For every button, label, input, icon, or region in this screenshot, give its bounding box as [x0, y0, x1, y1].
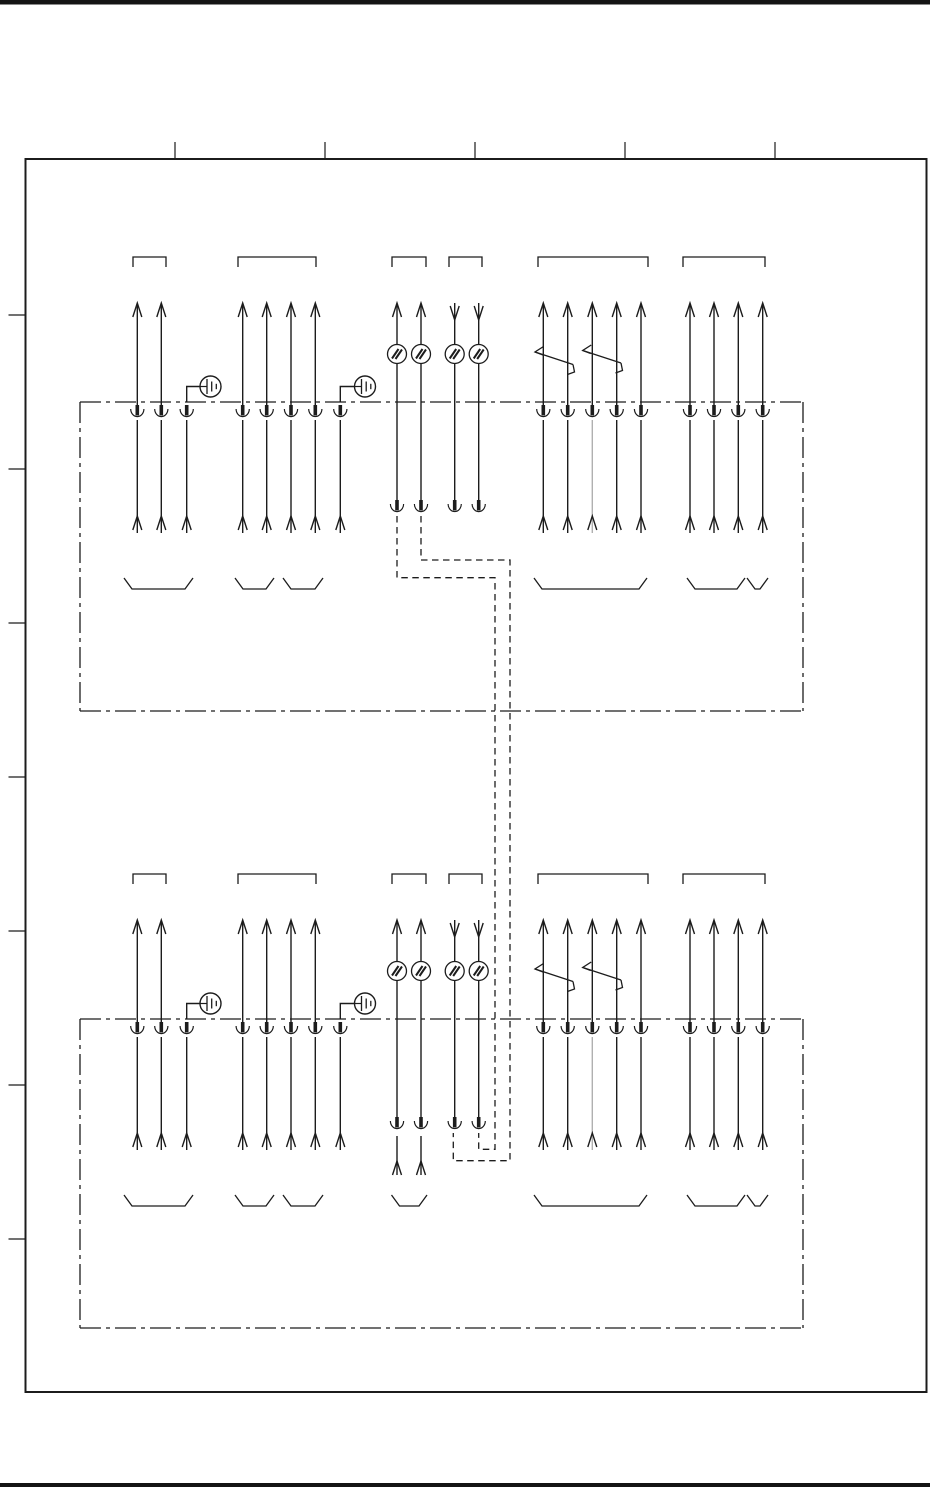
- harness-bracket-bottom: [687, 578, 745, 589]
- harness-bracket-bottom: [534, 1195, 647, 1206]
- drawing-frame: [9, 142, 927, 1392]
- connector-bracket-top: [449, 257, 482, 267]
- connector-bracket-top: [538, 874, 648, 884]
- switch-link-tail: [568, 982, 575, 992]
- switch-link-tail: [568, 365, 575, 375]
- ground-wire: [187, 387, 200, 403]
- noise-filter-icon: [388, 962, 407, 981]
- connector-bracket-top: [133, 257, 166, 267]
- noise-filter-icon: [469, 962, 488, 981]
- noise-filter-icon: [445, 345, 464, 364]
- ground-wire: [340, 387, 354, 403]
- page-bottom-bar: [0, 1483, 930, 1487]
- ground-wire: [187, 1004, 200, 1020]
- cable-dashed-route: [421, 516, 510, 1161]
- noise-filter-icon: [412, 962, 431, 981]
- circuit-block-1: [80, 257, 803, 711]
- connector-bracket-top: [683, 257, 765, 267]
- connector-bracket-top: [133, 874, 166, 884]
- circuit-block-2: [80, 874, 803, 1328]
- harness-bracket-bottom: [392, 1195, 428, 1206]
- harness-bracket-bottom: [124, 578, 193, 589]
- harness-bracket-bottom: [534, 578, 647, 589]
- connector-bracket-top: [238, 874, 316, 884]
- connector-bracket-top: [392, 874, 426, 884]
- harness-bracket-bottom: [747, 578, 768, 589]
- ground-wire: [340, 1004, 354, 1020]
- connector-bracket-top: [392, 257, 426, 267]
- connector-bracket-top: [538, 257, 648, 267]
- noise-filter-icon: [388, 345, 407, 364]
- harness-bracket-bottom: [235, 1195, 274, 1206]
- harness-bracket-bottom: [124, 1195, 193, 1206]
- harness-bracket-bottom: [283, 578, 323, 589]
- connector-bracket-top: [449, 874, 482, 884]
- harness-bracket-bottom: [283, 1195, 323, 1206]
- harness-bracket-bottom: [235, 578, 274, 589]
- connector-bracket-top: [683, 874, 765, 884]
- connector-bracket-top: [238, 257, 316, 267]
- noise-filter-icon: [412, 345, 431, 364]
- harness-bracket-bottom: [747, 1195, 768, 1206]
- cable-dashed-route: [397, 516, 495, 1149]
- harness-bracket-bottom: [687, 1195, 745, 1206]
- page-top-bar: [0, 0, 930, 5]
- noise-filter-icon: [445, 962, 464, 981]
- inter-block-cable: [397, 516, 510, 1161]
- noise-filter-icon: [469, 345, 488, 364]
